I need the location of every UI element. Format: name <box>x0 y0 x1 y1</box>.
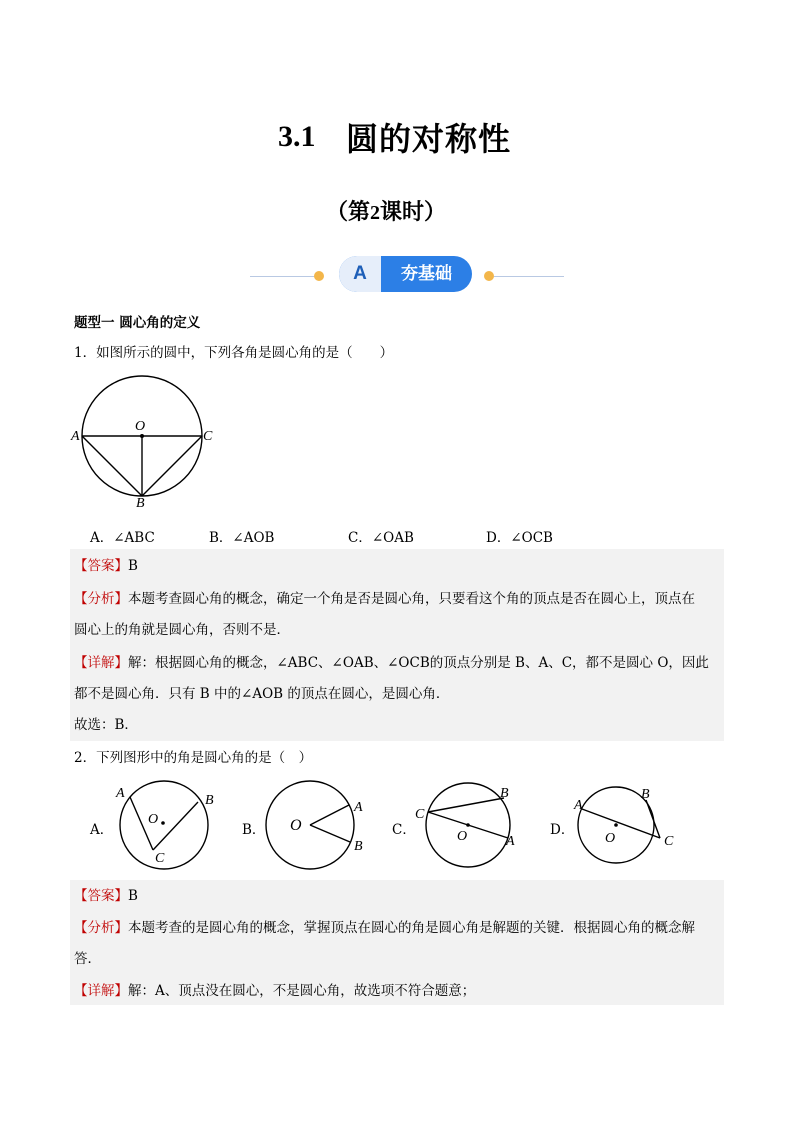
q1-answer-tag: 【答案】 <box>74 558 128 574</box>
q1-label-b: B <box>136 496 145 511</box>
q2-answer-value: B <box>128 888 138 904</box>
q2-analysis-line2: 答． <box>74 951 101 967</box>
q2-option-a-label: A． <box>90 822 114 838</box>
q2c-label-c: C <box>415 807 425 822</box>
q1-detail-line1 <box>74 653 709 673</box>
q1-option-a: A．∠ABC <box>90 530 155 546</box>
q2-option-d-label: D． <box>550 822 575 838</box>
q2c-label-a: A <box>506 834 515 849</box>
q2a-label-o: O <box>148 812 159 827</box>
q2b-label-b: B <box>354 839 363 854</box>
q1-conclusion: 故选：B． <box>74 717 138 733</box>
lesson-number: 3.1 <box>278 120 316 153</box>
q1-chord-cb <box>142 436 202 496</box>
q2b-label-o: O <box>290 817 302 834</box>
q2c-label-o: O <box>457 829 468 844</box>
q1-analysis-line1 <box>74 589 695 609</box>
q1-analysis-tag: 【分析】 <box>74 591 128 607</box>
q2-analysis-line1 <box>74 918 695 938</box>
q2c-label-b: B <box>500 786 509 801</box>
q1-chord-ab <box>82 436 142 496</box>
q1-analysis-text1: 本题考查圆心角的概念，确定一个角是否是圆心角，只要看这个角的顶点是否在圆心上，顶点在 <box>128 591 695 607</box>
q2-analysis-tag: 【分析】 <box>74 920 128 936</box>
badge-letter: A <box>339 256 381 292</box>
q2a-label-b: B <box>205 793 214 808</box>
page-title: 圆的对称性 <box>346 120 512 158</box>
q2-detail-line1 <box>74 981 475 1001</box>
lesson-subtitle <box>326 195 446 226</box>
subtitle-close: 课时） <box>380 199 447 225</box>
divider-left <box>250 276 320 277</box>
q1-option-b: B．∠AOB <box>209 530 275 546</box>
q1-analysis-line2: 圆心上的角就是圆心角，否则不是． <box>74 622 290 638</box>
q1-label-o: O <box>135 419 146 434</box>
q1-figure <box>66 370 226 512</box>
q2-answer-tag: 【答案】 <box>74 888 128 904</box>
q1-option-d: D．∠OCB <box>486 530 553 546</box>
q2-option-b-label: B． <box>242 822 266 838</box>
q1-label-c: C <box>203 429 213 444</box>
q1-answer-value: B <box>128 558 138 574</box>
q1-detail-tag: 【详解】 <box>74 655 128 671</box>
q2-stem: 2．下列图形中的角是圆心角的是（ ） <box>74 750 313 766</box>
q1-solution-panel <box>70 549 724 741</box>
q2-figure-b <box>262 778 377 878</box>
q2-figure-a <box>108 778 223 878</box>
subtitle-open: （第 <box>326 199 371 225</box>
dot-left-icon <box>314 271 324 281</box>
q2-detail-tag: 【详解】 <box>74 983 128 999</box>
q1-detail-text1: 解：根据圆心角的概念，∠ABC、∠OAB、∠OCB的顶点分别是 B、A、C，都不是圆心 O，因此 <box>128 655 709 671</box>
q2d-label-o: O <box>605 831 616 846</box>
q2d-label-c: C <box>664 834 674 849</box>
q2-figure-c <box>412 778 527 878</box>
q1-center-dot <box>140 434 144 438</box>
subtitle-num: 2 <box>370 202 381 224</box>
section-badge <box>339 256 472 292</box>
badge-label: 夯基础 <box>401 264 452 284</box>
section-heading: 题型一 圆心角的定义 <box>74 315 201 331</box>
q2d-label-b: B <box>641 787 650 802</box>
q1-stem: 1．如图所示的圆中，下列各角是圆心角的是（ ） <box>74 345 394 361</box>
dot-right-icon <box>484 271 494 281</box>
q1-option-c: C．∠OAB <box>348 530 414 546</box>
q2-analysis-text1: 本题考查的是圆心角的概念，掌握顶点在圆心的角是圆心角是解题的关键．根据圆心角的概念解 <box>128 920 695 936</box>
q2-option-c-label: C． <box>392 822 416 838</box>
q2-detail-text1: 解：A、顶点没在圆心，不是圆心角，故选项不符合题意； <box>128 983 476 999</box>
q2-answer <box>74 886 138 906</box>
q2d-label-a: A <box>574 798 583 813</box>
q2b-label-a: A <box>354 800 363 815</box>
q2a-label-a: A <box>116 786 125 801</box>
q1-answer <box>74 556 138 576</box>
q2-figure-d <box>568 778 683 878</box>
divider-right <box>494 276 564 277</box>
q1-label-a: A <box>71 429 80 444</box>
q1-detail-line2: 都不是圆心角．只有 B 中的∠AOB 的顶点在圆心，是圆心角． <box>74 686 450 702</box>
q2a-label-c: C <box>155 851 165 866</box>
